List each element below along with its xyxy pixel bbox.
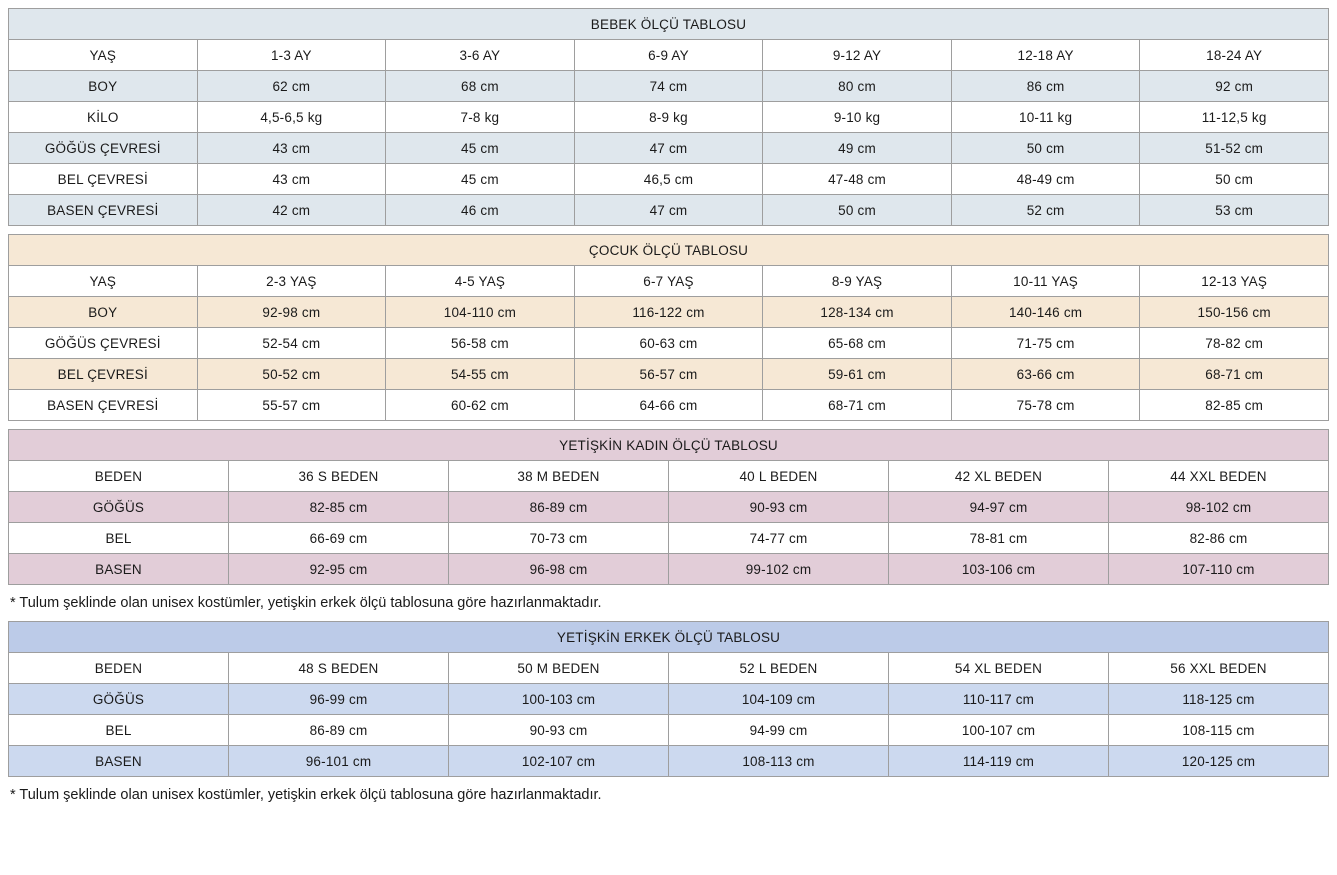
cell: 50 cm	[763, 195, 952, 226]
table-row	[9, 297, 1329, 328]
cell: 59-61 cm	[763, 359, 952, 390]
cell: 68-71 cm	[1140, 359, 1329, 390]
table-title-row	[9, 235, 1329, 266]
cell: 98-102 cm	[1109, 492, 1329, 523]
cell: 56-58 cm	[386, 328, 575, 359]
cell: 50 cm	[1140, 164, 1329, 195]
cell: 108-113 cm	[669, 746, 889, 777]
table-title: BEBEK ÖLÇÜ TABLOSU	[9, 9, 1329, 40]
column-header: 12-13 YAŞ	[1140, 266, 1329, 297]
cell: 56-57 cm	[574, 359, 763, 390]
column-header: BEDEN	[9, 461, 229, 492]
cell: 99-102 cm	[669, 554, 889, 585]
cell: 51-52 cm	[1140, 133, 1329, 164]
cell: 43 cm	[197, 164, 386, 195]
table-man	[8, 621, 1329, 777]
cell: 82-85 cm	[229, 492, 449, 523]
cell: 92-95 cm	[229, 554, 449, 585]
cell: 53 cm	[1140, 195, 1329, 226]
cell: 4,5-6,5 kg	[197, 102, 386, 133]
table-row	[9, 390, 1329, 421]
column-header: 6-7 YAŞ	[574, 266, 763, 297]
cell: 64-66 cm	[574, 390, 763, 421]
cell: 94-99 cm	[669, 715, 889, 746]
table-row	[9, 359, 1329, 390]
cell: 103-106 cm	[889, 554, 1109, 585]
cell: 8-9 kg	[574, 102, 763, 133]
table-row	[9, 102, 1329, 133]
cell: 71-75 cm	[951, 328, 1140, 359]
cell: 66-69 cm	[229, 523, 449, 554]
cell: 86-89 cm	[229, 715, 449, 746]
row-label: GÖĞÜS ÇEVRESİ	[9, 328, 198, 359]
cell: 75-78 cm	[951, 390, 1140, 421]
cell: 108-115 cm	[1109, 715, 1329, 746]
cell: 63-66 cm	[951, 359, 1140, 390]
cell: 82-85 cm	[1140, 390, 1329, 421]
row-label: BEL	[9, 523, 229, 554]
cell: 92-98 cm	[197, 297, 386, 328]
column-header: 9-12 AY	[763, 40, 952, 71]
cell: 54-55 cm	[386, 359, 575, 390]
cell: 43 cm	[197, 133, 386, 164]
cell: 90-93 cm	[669, 492, 889, 523]
cell: 68 cm	[386, 71, 575, 102]
cell: 78-82 cm	[1140, 328, 1329, 359]
table-row	[9, 684, 1329, 715]
column-header: 56 XXL BEDEN	[1109, 653, 1329, 684]
cell: 60-62 cm	[386, 390, 575, 421]
table-title-row	[9, 430, 1329, 461]
cell: 90-93 cm	[449, 715, 669, 746]
column-header: 18-24 AY	[1140, 40, 1329, 71]
column-header: 40 L BEDEN	[669, 461, 889, 492]
table-row	[9, 195, 1329, 226]
row-label: GÖĞÜS ÇEVRESİ	[9, 133, 198, 164]
row-label: GÖĞÜS	[9, 492, 229, 523]
cell: 45 cm	[386, 133, 575, 164]
column-header: YAŞ	[9, 40, 198, 71]
row-label: BASEN ÇEVRESİ	[9, 390, 198, 421]
cell: 62 cm	[197, 71, 386, 102]
column-header: 6-9 AY	[574, 40, 763, 71]
table-row	[9, 492, 1329, 523]
cell: 70-73 cm	[449, 523, 669, 554]
cell: 7-8 kg	[386, 102, 575, 133]
cell: 48-49 cm	[951, 164, 1140, 195]
column-header: 3-6 AY	[386, 40, 575, 71]
table-header-row	[9, 40, 1329, 71]
cell: 114-119 cm	[889, 746, 1109, 777]
cell: 120-125 cm	[1109, 746, 1329, 777]
table-header-row	[9, 653, 1329, 684]
row-label: BOY	[9, 297, 198, 328]
cell: 49 cm	[763, 133, 952, 164]
cell: 47-48 cm	[763, 164, 952, 195]
table-row	[9, 746, 1329, 777]
cell: 107-110 cm	[1109, 554, 1329, 585]
cell: 46,5 cm	[574, 164, 763, 195]
table-title-row	[9, 622, 1329, 653]
cell: 11-12,5 kg	[1140, 102, 1329, 133]
cell: 102-107 cm	[449, 746, 669, 777]
cell: 47 cm	[574, 133, 763, 164]
cell: 86 cm	[951, 71, 1140, 102]
table-woman	[8, 429, 1329, 585]
row-label: BASEN	[9, 554, 229, 585]
cell: 55-57 cm	[197, 390, 386, 421]
table-row	[9, 715, 1329, 746]
note-man: * Tulum şeklinde olan unisex kostümler, yetişkin erkek ölçü tablosuna göre hazırlanmaktadır.	[10, 787, 602, 804]
column-header: 2-3 YAŞ	[197, 266, 386, 297]
table-baby	[8, 8, 1329, 226]
table-row	[9, 71, 1329, 102]
row-label: BASEN	[9, 746, 229, 777]
column-header: 36 S BEDEN	[229, 461, 449, 492]
cell: 104-110 cm	[386, 297, 575, 328]
cell: 74 cm	[574, 71, 763, 102]
column-header: 42 XL BEDEN	[889, 461, 1109, 492]
column-header: 52 L BEDEN	[669, 653, 889, 684]
column-header: 44 XXL BEDEN	[1109, 461, 1329, 492]
row-label: BOY	[9, 71, 198, 102]
cell: 10-11 kg	[951, 102, 1140, 133]
row-label: BEL	[9, 715, 229, 746]
cell: 96-99 cm	[229, 684, 449, 715]
cell: 65-68 cm	[763, 328, 952, 359]
cell: 60-63 cm	[574, 328, 763, 359]
row-label: BEL ÇEVRESİ	[9, 359, 198, 390]
cell: 100-107 cm	[889, 715, 1109, 746]
cell: 82-86 cm	[1109, 523, 1329, 554]
cell: 46 cm	[386, 195, 575, 226]
table-title: YETİŞKİN ERKEK ÖLÇÜ TABLOSU	[9, 622, 1329, 653]
column-header: 8-9 YAŞ	[763, 266, 952, 297]
column-header: BEDEN	[9, 653, 229, 684]
cell: 74-77 cm	[669, 523, 889, 554]
cell: 9-10 kg	[763, 102, 952, 133]
row-label: KİLO	[9, 102, 198, 133]
column-header: 48 S BEDEN	[229, 653, 449, 684]
cell: 50-52 cm	[197, 359, 386, 390]
cell: 118-125 cm	[1109, 684, 1329, 715]
table-title: ÇOCUK ÖLÇÜ TABLOSU	[9, 235, 1329, 266]
cell: 68-71 cm	[763, 390, 952, 421]
cell: 140-146 cm	[951, 297, 1140, 328]
row-label: GÖĞÜS	[9, 684, 229, 715]
cell: 78-81 cm	[889, 523, 1109, 554]
table-title-row	[9, 9, 1329, 40]
table-row	[9, 164, 1329, 195]
column-header: 38 M BEDEN	[449, 461, 669, 492]
cell: 47 cm	[574, 195, 763, 226]
cell: 92 cm	[1140, 71, 1329, 102]
cell: 50 cm	[951, 133, 1140, 164]
table-header-row	[9, 266, 1329, 297]
column-header: 4-5 YAŞ	[386, 266, 575, 297]
cell: 100-103 cm	[449, 684, 669, 715]
column-header: 1-3 AY	[197, 40, 386, 71]
cell: 86-89 cm	[449, 492, 669, 523]
cell: 52 cm	[951, 195, 1140, 226]
table-child	[8, 234, 1329, 421]
table-header-row	[9, 461, 1329, 492]
table-row	[9, 554, 1329, 585]
cell: 116-122 cm	[574, 297, 763, 328]
column-header: YAŞ	[9, 266, 198, 297]
column-header: 54 XL BEDEN	[889, 653, 1109, 684]
cell: 128-134 cm	[763, 297, 952, 328]
column-header: 50 M BEDEN	[449, 653, 669, 684]
row-label: BASEN ÇEVRESİ	[9, 195, 198, 226]
column-header: 10-11 YAŞ	[951, 266, 1140, 297]
cell: 96-98 cm	[449, 554, 669, 585]
cell: 96-101 cm	[229, 746, 449, 777]
cell: 110-117 cm	[889, 684, 1109, 715]
cell: 42 cm	[197, 195, 386, 226]
note-woman: * Tulum şeklinde olan unisex kostümler, yetişkin erkek ölçü tablosuna göre hazırlanmaktadır.	[10, 595, 602, 611]
column-header: 12-18 AY	[951, 40, 1140, 71]
cell: 150-156 cm	[1140, 297, 1329, 328]
table-title: YETİŞKİN KADIN ÖLÇÜ TABLOSU	[9, 430, 1329, 461]
row-label: BEL ÇEVRESİ	[9, 164, 198, 195]
table-row	[9, 328, 1329, 359]
cell: 104-109 cm	[669, 684, 889, 715]
cell: 52-54 cm	[197, 328, 386, 359]
table-row	[9, 523, 1329, 554]
cell: 94-97 cm	[889, 492, 1109, 523]
cell: 45 cm	[386, 164, 575, 195]
cell: 80 cm	[763, 71, 952, 102]
table-row	[9, 133, 1329, 164]
